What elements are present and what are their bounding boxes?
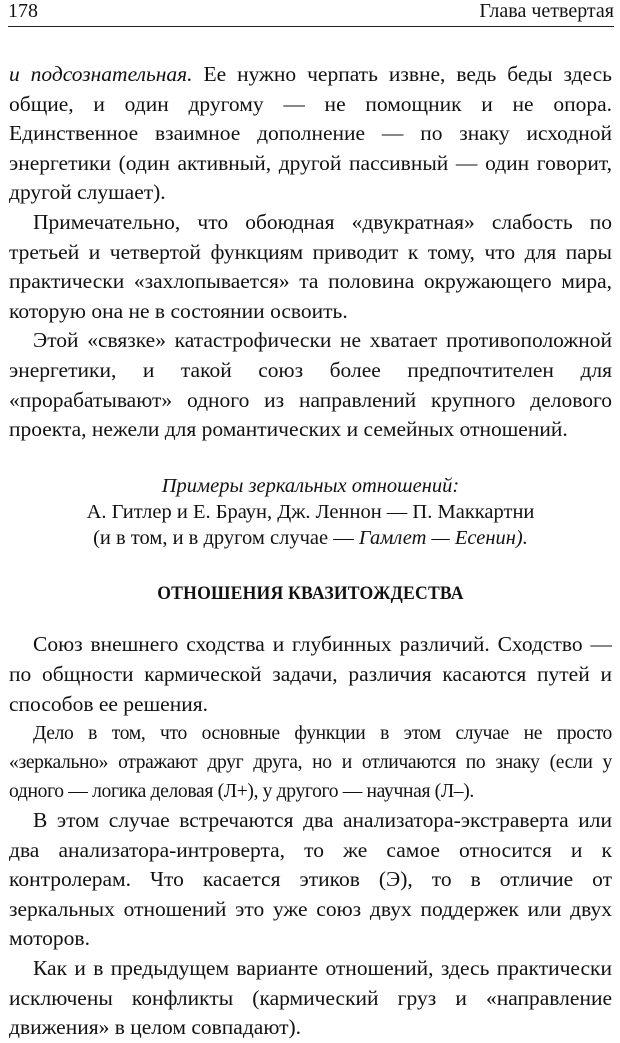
paragraph: В этом случае встречаются два анализатора-экстраверта или два анализатора-интроверта, то же самое относится и к контролерам. Что касается этиков (Э), то в отличие от зеркальных отношений это уже союз двух поддержек или двух моторов.	[9, 808, 612, 951]
example-italic: Гамлет — Есенин).	[358, 526, 528, 549]
paragraph-text: Ее нужно черпать извне, ведь беды здесь общие, и один другому — не помощник и не опора. Единственное взаимное дополнение — по знаку исходной энергетики (один активный, другой пассивный — один говорит, другой слушает).	[9, 62, 612, 205]
example-line: А. Гитлер и Е. Браун, Дж. Леннон — П. Маккартни	[86, 500, 535, 523]
example-line	[9, 525, 612, 551]
page-number: 178	[8, 0, 38, 22]
example-block	[9, 473, 612, 551]
paragraph-continuation	[9, 60, 612, 208]
running-head: Глава четвертая	[479, 0, 614, 22]
paragraph: Дело в том, что основные функции в этом случае не просто «зеркально» отражают друг друга, но и отличаются по знаку (если у одного — логика деловая (Л+), у другого — научная (Л–).	[9, 723, 612, 803]
example-caption: Примеры зеркальных отношений:	[161, 474, 460, 497]
paragraph: Как и в предыдущем варианте отношений, здесь практически исключены конфликты (кармический груз и «направление движения» в целом совпадают).	[9, 956, 612, 1040]
example-text: (и в том, и в другом случае —	[93, 526, 359, 549]
italic-phrase: и подсознательная.	[9, 62, 193, 86]
section-heading: ОТНОШЕНИЯ КВАЗИТОЖДЕСТВА	[157, 582, 464, 604]
paragraph: Примечательно, что обоюдная «двукратная» слабость по третьей и четвертой функциям приводит к тому, что для пары практически «захлопывается» та половина окружающего мира, которую она не в состоянии освоить.	[9, 209, 612, 323]
page-header	[8, 0, 614, 27]
paragraph: Союз внешнего сходства и глубинных различий. Сходство — по общности кармической задачи, различия касаются путей и способов ее решения.	[9, 632, 612, 716]
page-body	[9, 60, 612, 1043]
paragraph: Этой «связке» катастрофически не хватает противоположной энергетики, и такой союз более предпочтителен для «прорабатывают» одного из направлений крупного делового проекта, нежели для романтических и семейных отношений.	[9, 328, 612, 442]
